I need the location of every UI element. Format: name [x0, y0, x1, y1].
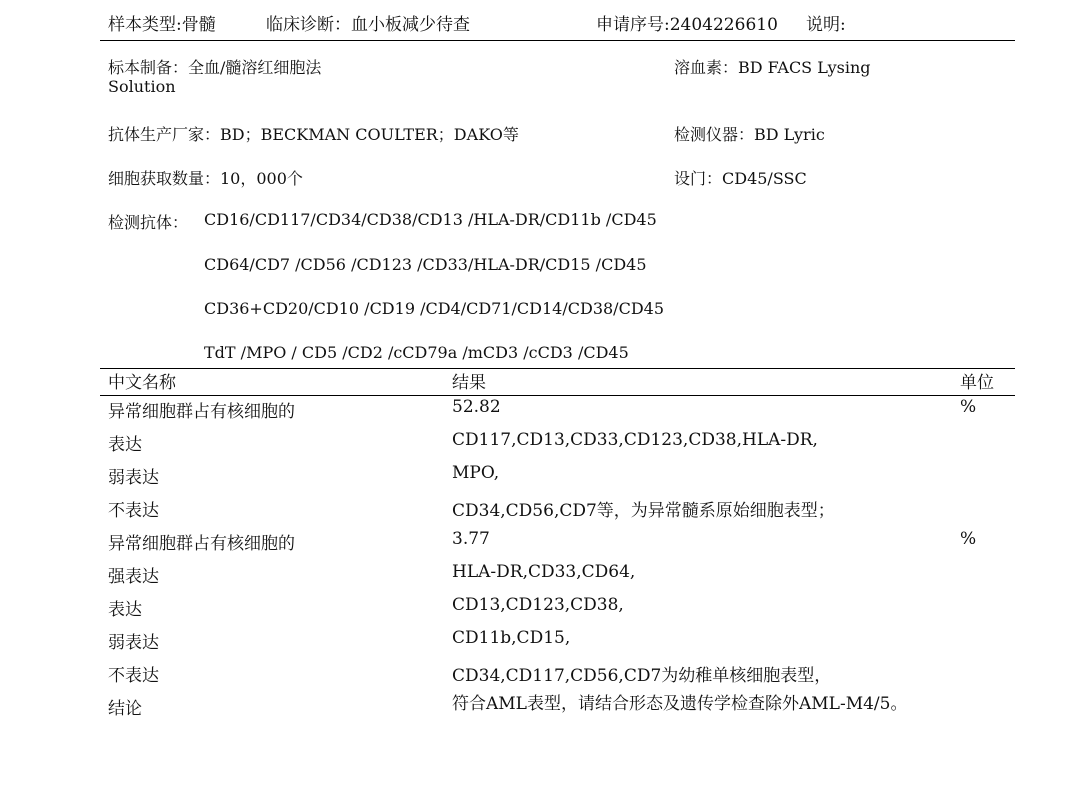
- note-label: 说明:: [806, 15, 846, 35]
- row-result: CD34,CD117,CD56,CD7为幼稚单核细胞表型，: [452, 666, 832, 686]
- row-name: 不表达: [108, 666, 159, 686]
- header-divider: [100, 40, 1015, 41]
- antibody-panel: CD36+CD20/CD10 /CD19 /CD4/CD71/CD14/CD38/CD45: [204, 299, 664, 318]
- cell-count: 细胞获取数量：10，000个: [108, 169, 303, 188]
- row-name: 异常细胞群占有核细胞的: [108, 402, 295, 422]
- conclusion-text: 符合AML表型，请结合形态及遗传学检查除外AML-M4/5。: [452, 694, 908, 714]
- request-number: 申请序号:2404226610: [596, 15, 778, 35]
- row-result: MPO,: [452, 463, 500, 483]
- row-result: HLA-DR,CD33,CD64,: [452, 562, 636, 582]
- row-result: CD11b,CD15,: [452, 628, 571, 648]
- antibody-panel: CD64/CD7 /CD56 /CD123 /CD33/HLA-DR/CD15 /CD45: [204, 255, 647, 274]
- antibody-panel: CD16/CD117/CD34/CD38/CD13 /HLA-DR/CD11b /CD45: [204, 210, 657, 229]
- antibody-label: 检测抗体：: [108, 213, 189, 232]
- row-name: 强表达: [108, 567, 159, 587]
- row-result: 3.77: [452, 529, 490, 549]
- column-header-name: 中文名称: [108, 373, 176, 393]
- column-header-result: 结果: [452, 373, 486, 393]
- row-name: 弱表达: [108, 468, 159, 488]
- gating: 设门：CD45/SSC: [674, 169, 807, 188]
- row-result: CD117,CD13,CD33,CD123,CD38,HLA-DR,: [452, 430, 818, 450]
- column-header-unit: 单位: [960, 373, 994, 393]
- table-header-divider: [100, 395, 1015, 396]
- row-result: CD13,CD123,CD38,: [452, 595, 624, 615]
- row-name: 表达: [108, 600, 142, 620]
- specimen-type: 样本类型:骨髓: [108, 15, 216, 35]
- table-top-divider: [100, 368, 1015, 369]
- instrument: 检测仪器：BD Lyric: [674, 125, 825, 144]
- row-unit: %: [960, 529, 977, 549]
- row-unit: %: [960, 397, 977, 417]
- lysing-reagent: 溶血素：BD FACS Lysing: [674, 58, 871, 77]
- antibody-panel: TdT /MPO / CD5 /CD2 /cCD79a /mCD3 /cCD3 /CD45: [204, 343, 629, 362]
- clinical-diagnosis: 临床诊断：血小板减少待查: [266, 15, 470, 35]
- specimen-prep-continued: Solution: [108, 77, 176, 96]
- antibody-vendor: 抗体生产厂家：BD；BECKMAN COULTER；DAKO等: [108, 125, 519, 144]
- row-name: 结论: [108, 699, 142, 719]
- row-result: CD34,CD56,CD7等，为异常髓系原始细胞表型；: [452, 501, 835, 521]
- row-name: 弱表达: [108, 633, 159, 653]
- row-name: 表达: [108, 435, 142, 455]
- row-name: 异常细胞群占有核细胞的: [108, 534, 295, 554]
- row-result: 52.82: [452, 397, 501, 417]
- row-name: 不表达: [108, 501, 159, 521]
- specimen-prep: 标本制备：全血/髓溶红细胞法: [108, 58, 322, 77]
